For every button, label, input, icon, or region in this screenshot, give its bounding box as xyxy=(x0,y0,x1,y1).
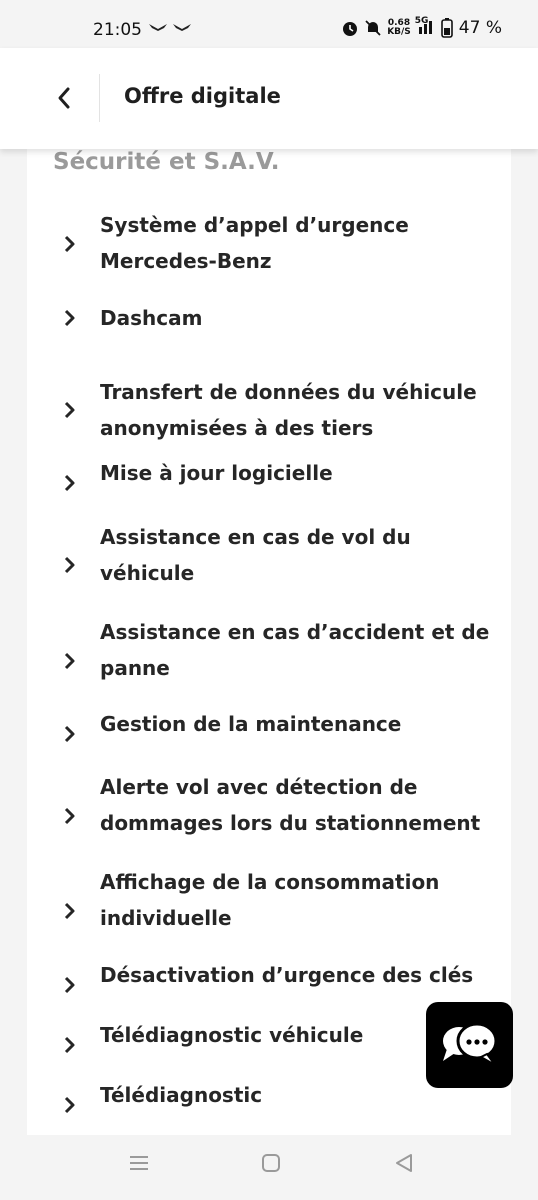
list-item-consumption[interactable] xyxy=(27,860,511,956)
list-item-dashcam[interactable] xyxy=(27,299,511,359)
list-item-label: Gestion de la maintenance xyxy=(100,712,402,736)
list-item-theft-assistance[interactable] xyxy=(27,514,511,610)
list-item-label: Affichage de la consommation individuelle xyxy=(100,870,440,930)
list-item-maintenance[interactable] xyxy=(27,705,511,765)
list-item-label: Mise à jour logicielle xyxy=(100,461,333,485)
list-item-label: Alerte vol avec détection de dommages lors du stationnement xyxy=(100,775,481,835)
chevron-right-icon xyxy=(61,1036,79,1054)
content-card xyxy=(27,149,511,1135)
back-button[interactable] xyxy=(44,78,84,118)
list-item-label: Transfert de données du véhicule anonymisées à des tiers xyxy=(100,380,477,440)
menu-list xyxy=(27,203,511,1135)
app-logo-icon xyxy=(172,22,192,32)
battery-level: 47 % xyxy=(458,18,502,38)
header-divider xyxy=(99,74,100,122)
notification-icons xyxy=(148,22,192,32)
chevron-right-icon xyxy=(61,807,79,825)
page-title: Offre digitale xyxy=(124,84,281,108)
home-icon[interactable] xyxy=(261,1153,281,1173)
list-item-accident-assistance[interactable] xyxy=(27,610,511,705)
chat-button[interactable] xyxy=(426,1002,513,1088)
clock: 21:05 xyxy=(93,20,142,40)
battery-icon xyxy=(441,18,453,38)
network-type: 5G xyxy=(414,16,429,26)
list-item-label: Télédiagnostic véhicule xyxy=(100,1023,364,1047)
list-item-label: Dashcam xyxy=(100,306,203,330)
chevron-right-icon xyxy=(61,556,79,574)
chevron-right-icon xyxy=(61,309,79,327)
chevron-right-icon xyxy=(61,401,79,419)
system-icons xyxy=(341,18,502,38)
chevron-left-icon xyxy=(56,86,72,110)
list-item-emergency-call[interactable] xyxy=(27,203,511,299)
net-speed: 0.68 KB/S xyxy=(387,18,411,37)
list-item-label: Télédiagnostic xyxy=(100,1083,263,1107)
chevron-right-icon xyxy=(61,474,79,492)
chevron-right-icon xyxy=(61,235,79,253)
status-bar xyxy=(0,0,538,48)
section-title: Sécurité et S.A.V. xyxy=(53,149,280,175)
list-item-label: Assistance en cas de vol du véhicule xyxy=(100,525,411,585)
chevron-right-icon xyxy=(61,902,79,920)
list-item-theft-alert[interactable] xyxy=(27,765,511,860)
list-item-software-update[interactable] xyxy=(27,454,511,514)
recents-icon[interactable] xyxy=(129,1153,149,1173)
list-item-label: Assistance en cas d’accident et de panne xyxy=(100,620,490,680)
mute-bell-icon xyxy=(365,19,381,37)
chevron-right-icon xyxy=(61,725,79,743)
list-item-label: Désactivation d’urgence des clés xyxy=(100,963,474,987)
list-item-label: Système d’appel d’urgence Mercedes-Benz xyxy=(100,213,409,273)
back-nav-icon[interactable] xyxy=(394,1153,414,1173)
app-header xyxy=(0,48,538,149)
chevron-right-icon xyxy=(61,1096,79,1114)
list-item-data-transfer[interactable] xyxy=(27,359,511,454)
chevron-right-icon xyxy=(61,976,79,994)
alarm-icon xyxy=(341,19,359,37)
app-logo-icon xyxy=(148,22,168,32)
chevron-right-icon xyxy=(61,652,79,670)
system-nav-bar xyxy=(0,1135,538,1200)
chat-bubbles-icon xyxy=(439,1019,501,1071)
